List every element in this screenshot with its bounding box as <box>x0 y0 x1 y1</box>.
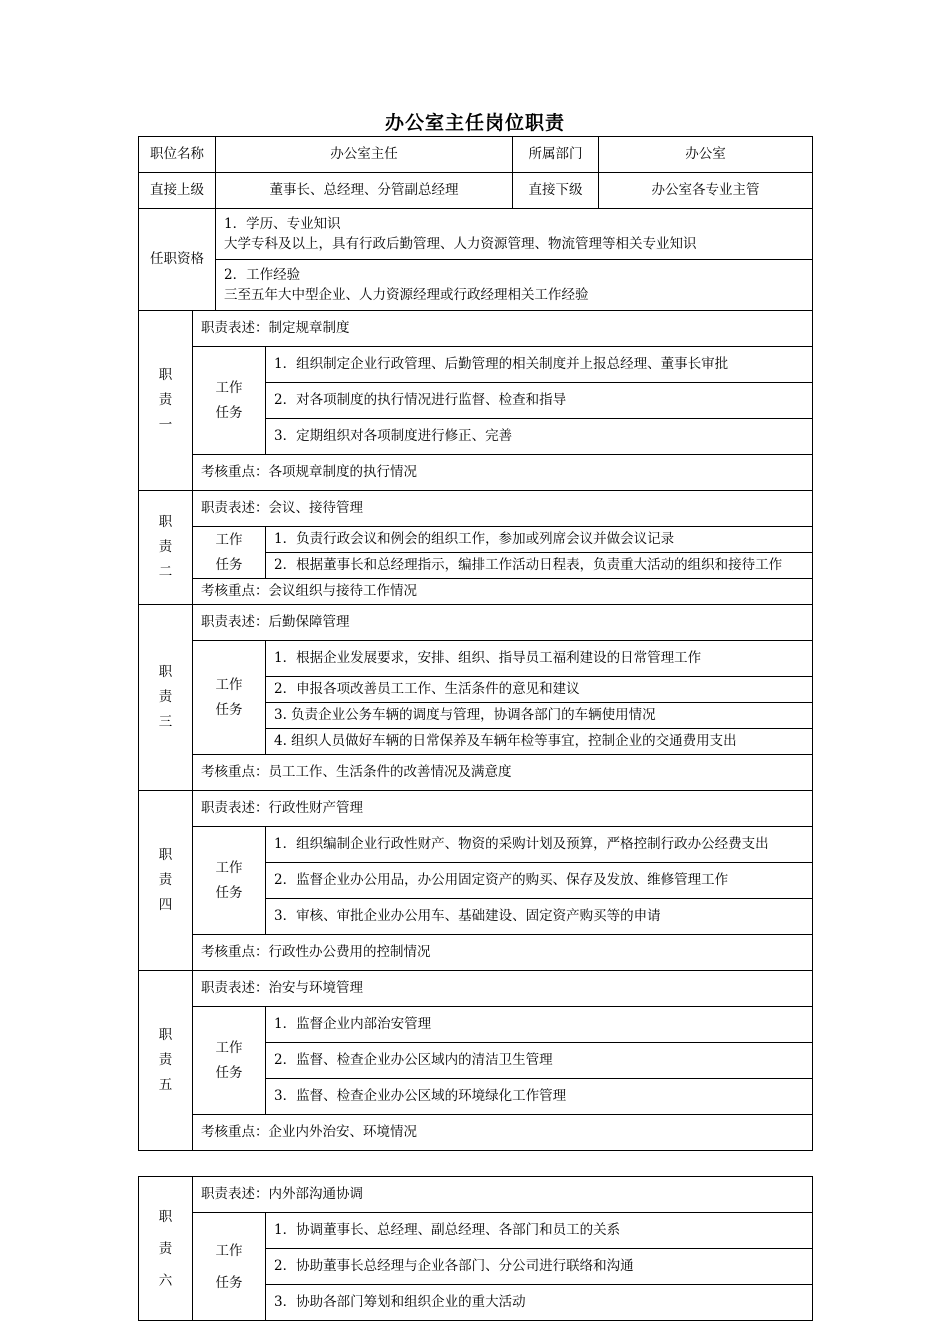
work-task-label <box>193 527 266 579</box>
duty-number-cell <box>139 1177 193 1321</box>
task-item: 1．组织制定企业行政管理、后勤管理的相关制度并上报总经理、董事长审批 <box>266 347 813 383</box>
work-task-label <box>193 1007 266 1115</box>
duty-description: 职责表述：后勤保障管理 <box>193 605 813 641</box>
resp-char: 责 <box>158 872 173 888</box>
task-row <box>139 1007 813 1043</box>
duty-desc-row <box>139 605 813 641</box>
work-task-label <box>193 641 266 755</box>
duty-char: 职 <box>158 1208 173 1225</box>
eval-row <box>139 1115 813 1151</box>
work-task-label <box>193 827 266 935</box>
duty-number: 六 <box>158 1272 173 1289</box>
qualification-heading: 2．工作经验 <box>224 266 301 283</box>
position-label: 职位名称 <box>139 137 216 173</box>
duty-desc-row <box>139 491 813 527</box>
task-label: 任务 <box>215 1274 243 1291</box>
duty-char: 职 <box>158 367 173 383</box>
duty-number-cell <box>139 971 193 1151</box>
duty-char: 职 <box>158 514 173 530</box>
work-label: 工作 <box>215 1242 243 1259</box>
position-value: 办公室主任 <box>216 137 513 173</box>
duty-desc-row <box>139 311 813 347</box>
job-responsibility-table <box>138 136 813 1151</box>
job-responsibility-table-continued <box>138 1176 813 1321</box>
evaluation-focus: 考核重点：会议组织与接待工作情况 <box>193 579 813 605</box>
duty-description: 职责表述：治安与环境管理 <box>193 971 813 1007</box>
task-item: 3．审核、审批企业办公用车、基础建设、固定资产购买等的申请 <box>266 899 813 935</box>
task-item: 2．监督、检查企业办公区域内的清洁卫生管理 <box>266 1043 813 1079</box>
eval-row <box>139 579 813 605</box>
dept-label: 所属部门 <box>513 137 599 173</box>
duty-number: 三 <box>158 714 173 730</box>
task-item: 1．监督企业内部治安管理 <box>266 1007 813 1043</box>
work-label: 工作 <box>215 676 243 693</box>
work-label: 工作 <box>215 379 243 396</box>
task-item: 2．根据董事长和总经理指示，编排工作活动日程表，负责重大活动的组织和接待工作 <box>266 553 813 579</box>
eval-row <box>139 455 813 491</box>
subordinate-value: 办公室各专业主管 <box>599 173 813 209</box>
qualification-label: 任职资格 <box>139 209 216 311</box>
duty-number: 二 <box>158 564 173 580</box>
dept-value: 办公室 <box>599 137 813 173</box>
task-label: 任务 <box>215 701 243 718</box>
task-row <box>139 347 813 383</box>
task-row <box>139 827 813 863</box>
duty-char: 职 <box>158 1027 173 1043</box>
task-item: 3．监督、检查企业办公区域的环境绿化工作管理 <box>266 1079 813 1115</box>
task-row <box>139 1213 813 1249</box>
qualification-row <box>139 209 813 260</box>
evaluation-focus: 考核重点：企业内外治安、环境情况 <box>193 1115 813 1151</box>
duty-number: 五 <box>158 1077 173 1093</box>
qualification-text: 大学专科及以上，具有行政后勤管理、人力资源管理、物流管理等相关专业知识 <box>224 236 697 252</box>
duty-desc-row <box>139 791 813 827</box>
duty-description: 职责表述：行政性财产管理 <box>193 791 813 827</box>
task-item: 1．协调董事长、总经理、副总经理、各部门和员工的关系 <box>266 1213 813 1249</box>
superior-value: 董事长、总经理、分管副总经理 <box>216 173 513 209</box>
task-item: 3．定期组织对各项制度进行修正、完善 <box>266 419 813 455</box>
info-row-superior <box>139 173 813 209</box>
task-item: 3．协助各部门筹划和组织企业的重大活动 <box>266 1285 813 1321</box>
info-row-position <box>139 137 813 173</box>
resp-char: 责 <box>158 1240 173 1257</box>
duty-description: 职责表述：制定规章制度 <box>193 311 813 347</box>
work-label: 工作 <box>215 859 243 876</box>
resp-char: 责 <box>158 539 173 555</box>
duty-description: 职责表述：内外部沟通协调 <box>193 1177 813 1213</box>
evaluation-focus: 考核重点：员工工作、生活条件的改善情况及满意度 <box>193 755 813 791</box>
qualification-text: 三至五年大中型企业、人力资源经理或行政经理相关工作经验 <box>224 287 589 303</box>
superior-label: 直接上级 <box>139 173 216 209</box>
duty-number-cell <box>139 311 193 491</box>
task-item: 1．根据企业发展要求，安排、组织、指导员工福利建设的日常管理工作 <box>266 641 813 677</box>
page-title: 办公室主任岗位职责 <box>384 112 565 134</box>
task-item: 2．协助董事长总经理与企业各部门、分公司进行联络和沟通 <box>266 1249 813 1285</box>
resp-char: 责 <box>158 689 173 705</box>
task-label: 任务 <box>215 556 243 573</box>
duty-number-cell <box>139 491 193 605</box>
task-row <box>139 527 813 553</box>
work-task-label <box>193 347 266 455</box>
duty-char: 职 <box>158 847 173 863</box>
work-task-label <box>193 1213 266 1321</box>
work-label: 工作 <box>215 1039 243 1056</box>
task-item: 2．对各项制度的执行情况进行监督、检查和指导 <box>266 383 813 419</box>
eval-row <box>139 935 813 971</box>
task-item: 2．申报各项改善员工工作、生活条件的意见和建议 <box>266 677 813 703</box>
task-label: 任务 <box>215 404 243 421</box>
task-item: 3. 负责企业公务车辆的调度与管理，协调各部门的车辆使用情况 <box>266 703 813 729</box>
duty-desc-row <box>139 971 813 1007</box>
resp-char: 责 <box>158 1052 173 1068</box>
eval-row <box>139 755 813 791</box>
duty-number: 四 <box>158 897 173 913</box>
duty-description: 职责表述：会议、接待管理 <box>193 491 813 527</box>
task-label: 任务 <box>215 884 243 901</box>
task-item: 1．负责行政会议和例会的组织工作，参加或列席会议并做会议记录 <box>266 527 813 553</box>
evaluation-focus: 考核重点：行政性办公费用的控制情况 <box>193 935 813 971</box>
duty-number-cell <box>139 791 193 971</box>
task-item: 4. 组织人员做好车辆的日常保养及车辆年检等事宜，控制企业的交通费用支出 <box>266 729 813 755</box>
subordinate-label: 直接下级 <box>513 173 599 209</box>
work-label: 工作 <box>215 531 243 548</box>
task-item: 1．组织编制企业行政性财产、物资的采购计划及预算，严格控制行政办公经费支出 <box>266 827 813 863</box>
duty-desc-row <box>139 1177 813 1213</box>
task-item: 2．监督企业办公用品，办公用固定资产的购买、保存及发放、维修管理工作 <box>266 863 813 899</box>
task-label: 任务 <box>215 1064 243 1081</box>
task-row <box>139 641 813 677</box>
qualification-row <box>139 260 813 311</box>
duty-number: 一 <box>158 417 173 433</box>
duty-char: 职 <box>158 664 173 680</box>
resp-char: 责 <box>158 392 173 408</box>
qualification-heading: 1．学历、专业知识 <box>224 215 341 232</box>
evaluation-focus: 考核重点：各项规章制度的执行情况 <box>193 455 813 491</box>
qualification-item <box>216 260 813 311</box>
duty-number-cell <box>139 605 193 791</box>
qualification-item <box>216 209 813 260</box>
